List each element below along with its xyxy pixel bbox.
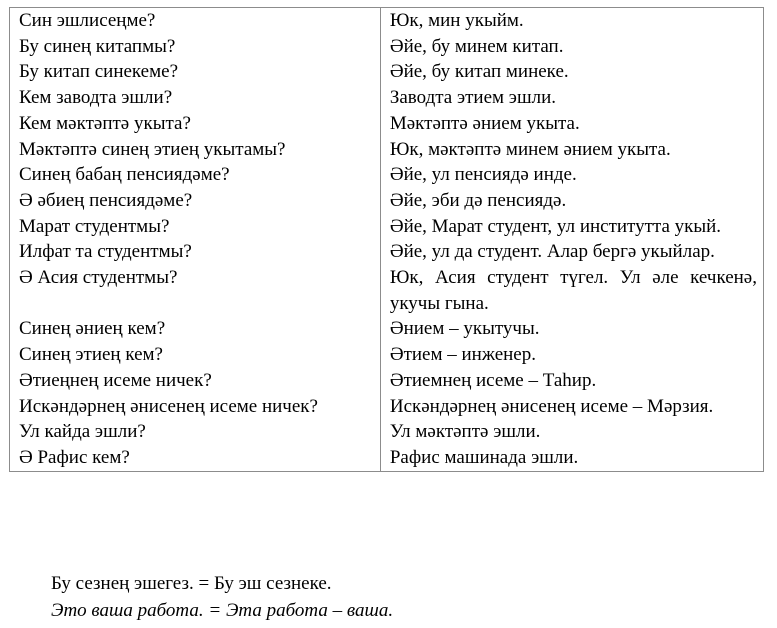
dialogue-row bbox=[10, 265, 764, 316]
question-cell: Мәктәптә синең этиең укытамы? bbox=[10, 137, 381, 163]
footer-examples bbox=[51, 570, 393, 624]
question-cell: Синең этиең кем? bbox=[10, 342, 381, 368]
dialogue-row bbox=[10, 419, 764, 445]
answer-cell: Рафис машинада эшли. bbox=[380, 445, 763, 471]
answer-cell: Юк, Асия студент түгел. Ул әле кечкенә, укучы гына. bbox=[380, 265, 763, 316]
answer-cell: Әйе, бу китап минеке. bbox=[380, 59, 763, 85]
question-cell: Бу синең китапмы? bbox=[10, 34, 381, 60]
dialogue-table-body bbox=[10, 8, 764, 472]
answer-cell: Ул мәктәптә эшли. bbox=[380, 419, 763, 445]
dialogue-row bbox=[10, 394, 764, 420]
question-cell: Син эшлисеңме? bbox=[10, 8, 381, 34]
question-cell: Синең бабаң пенсиядәме? bbox=[10, 162, 381, 188]
answer-cell: Әтием – инженер. bbox=[380, 342, 763, 368]
answer-cell: Әйе, эби дә пенсиядә. bbox=[380, 188, 763, 214]
question-cell: Әтиеңнең исеме ничек? bbox=[10, 368, 381, 394]
answer-cell: Әйе, ул да студент. Алар бергә укыйлар. bbox=[380, 239, 763, 265]
dialogue-row bbox=[10, 316, 764, 342]
answer-cell: Әйе, бу минем китап. bbox=[380, 34, 763, 60]
dialogue-row bbox=[10, 8, 764, 34]
answer-cell: Әтиемнең исеме – Таһир. bbox=[380, 368, 763, 394]
question-cell: Ул кайда эшли? bbox=[10, 419, 381, 445]
dialogue-row bbox=[10, 111, 764, 137]
footer-russian-example: Это ваша работа. = Эта работа – ваша. bbox=[51, 600, 394, 621]
dialogue-row bbox=[10, 188, 764, 214]
dialogue-table bbox=[9, 7, 764, 472]
dialogue-row bbox=[10, 162, 764, 188]
answer-cell: Мәктәптә әнием укыта. bbox=[380, 111, 763, 137]
question-cell: Кем мәктәптә укыта? bbox=[10, 111, 381, 137]
dialogue-row bbox=[10, 214, 764, 240]
answer-cell: Әнием – укытучы. bbox=[380, 316, 763, 342]
dialogue-row bbox=[10, 445, 764, 471]
dialogue-row bbox=[10, 342, 764, 368]
question-cell: Кем заводта эшли? bbox=[10, 85, 381, 111]
dialogue-row bbox=[10, 137, 764, 163]
question-cell: Бу китап синекеме? bbox=[10, 59, 381, 85]
dialogue-row bbox=[10, 239, 764, 265]
question-cell: Синең әниең кем? bbox=[10, 316, 381, 342]
answer-cell: Юк, мин укыйм. bbox=[380, 8, 763, 34]
question-cell: Ә әбиең пенсиядәме? bbox=[10, 188, 381, 214]
question-cell: Искәндәрнең әнисенең исеме ничек? bbox=[10, 394, 381, 420]
dialogue-row bbox=[10, 368, 764, 394]
question-cell: Ә Рафис кем? bbox=[10, 445, 381, 471]
question-cell: Ә Асия студентмы? bbox=[10, 265, 381, 316]
dialogue-row bbox=[10, 34, 764, 60]
answer-cell: Юк, мәктәптә минем әнием укыта. bbox=[380, 137, 763, 163]
dialogue-row bbox=[10, 59, 764, 85]
answer-cell: Заводта этием эшли. bbox=[380, 85, 763, 111]
footer-tatar-example: Бу сезнең эшегез. = Бу эш сезнеке. bbox=[51, 573, 332, 594]
question-cell: Илфат та студентмы? bbox=[10, 239, 381, 265]
answer-cell: Әйе, ул пенсиядә инде. bbox=[380, 162, 763, 188]
answer-cell: Әйе, Марат студент, ул институтта укый. bbox=[380, 214, 763, 240]
question-cell: Марат студентмы? bbox=[10, 214, 381, 240]
dialogue-row bbox=[10, 85, 764, 111]
answer-cell: Искәндәрнең әнисенең исеме – Мәрзия. bbox=[380, 394, 763, 420]
